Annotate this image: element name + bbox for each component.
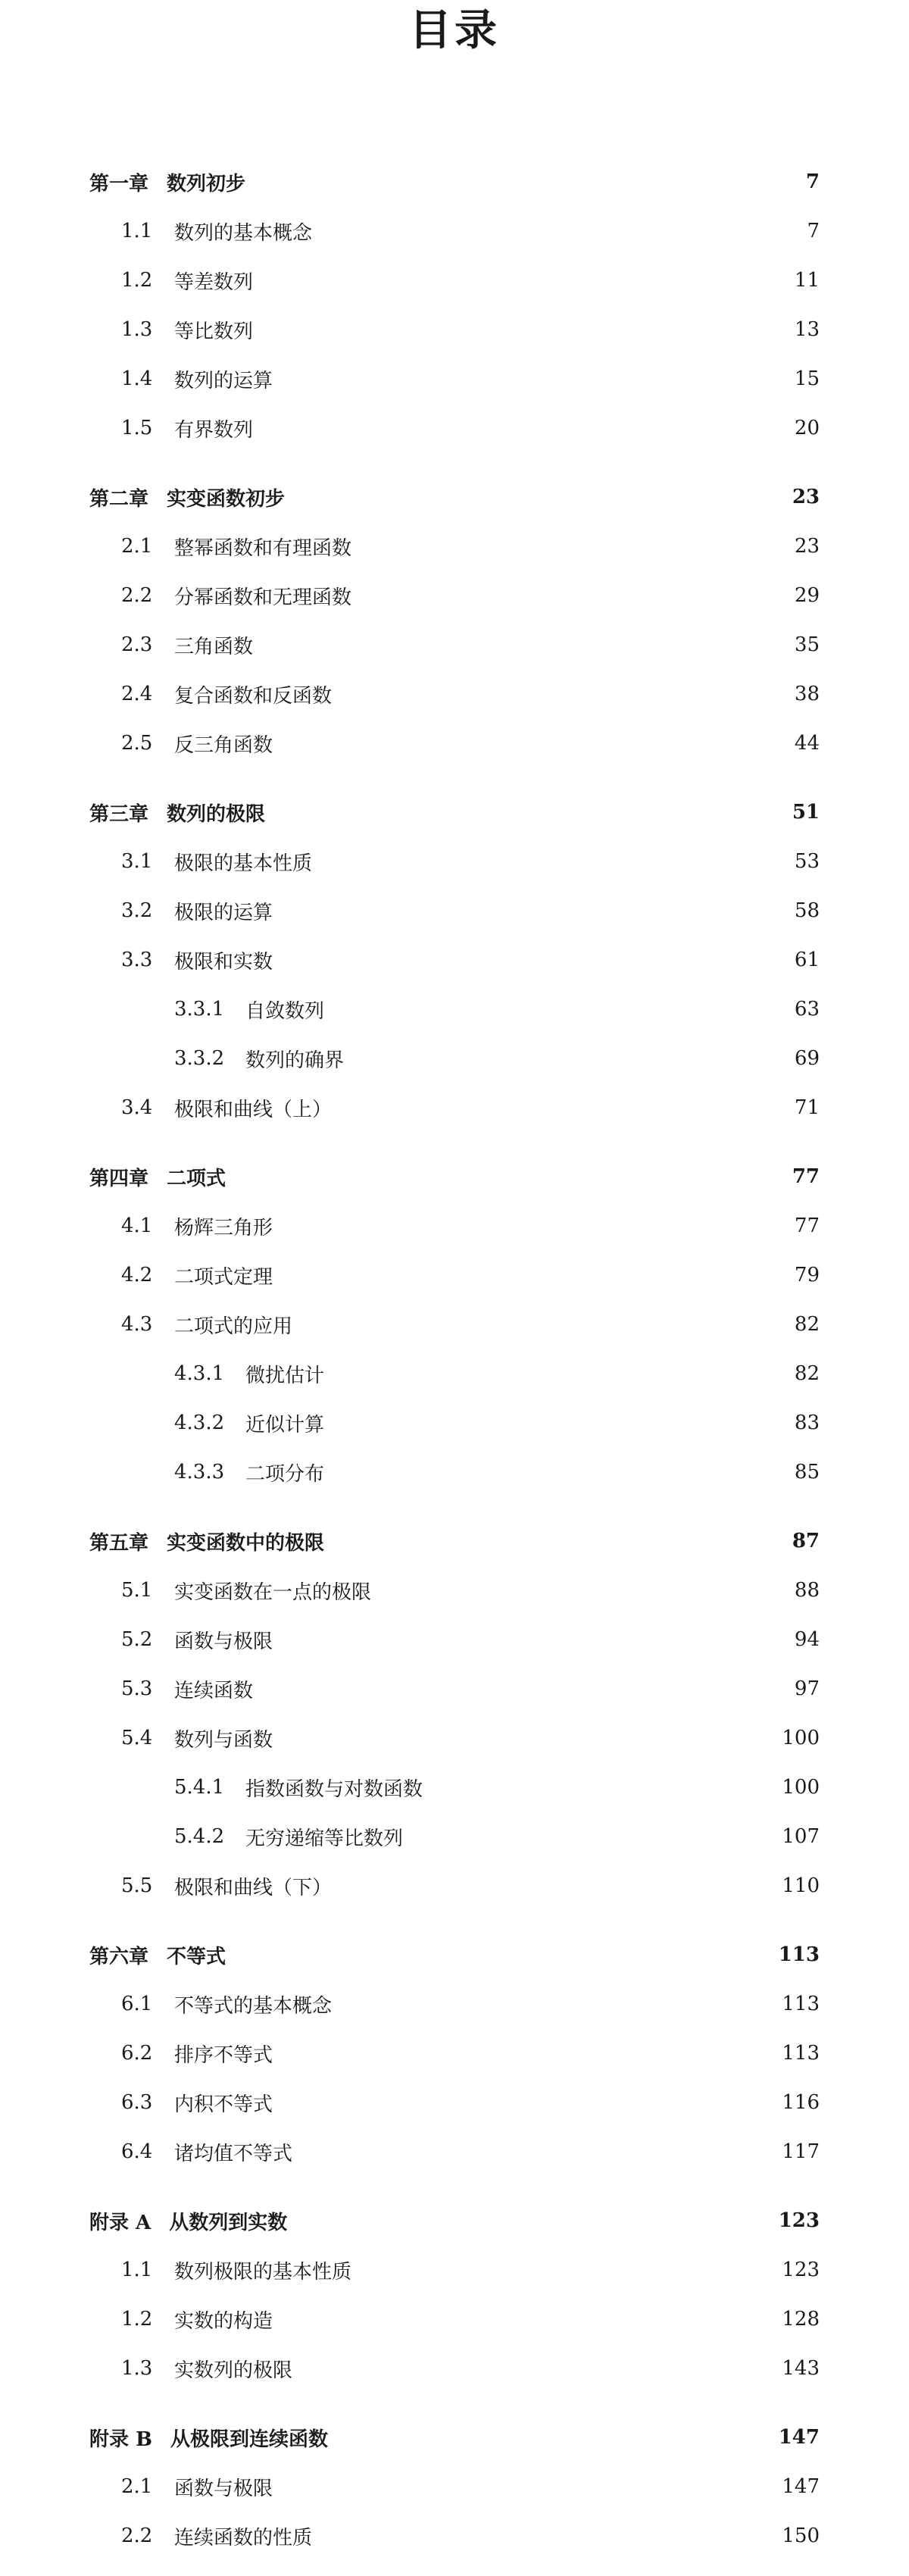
toc-page-number: 113: [778, 1943, 820, 1966]
toc-page-number: 110: [782, 1874, 820, 1897]
toc-page-number: 147: [782, 2475, 820, 2498]
toc-section: [89, 1672, 820, 1705]
toc-page-number: 35: [794, 633, 820, 656]
toc-entry-title: 函数与极限: [174, 1630, 273, 1653]
toc-entry-number: 2.3: [121, 633, 153, 656]
toc-entry-title: 极限和曲线（下）: [174, 1876, 333, 1899]
toc-page-number: 61: [794, 949, 820, 971]
toc-section: [89, 1091, 820, 1124]
toc-entry-title: 数列与函数: [174, 1728, 273, 1752]
toc-entry-number: 附录 A: [89, 2211, 152, 2234]
toc-entry-title: 反三角函数: [174, 733, 273, 757]
toc-entry-number: 6.2: [121, 2042, 153, 2065]
toc-dot-leader: [338, 1091, 789, 1124]
toc-section: [89, 1308, 820, 1341]
toc-page-number: 85: [794, 1461, 820, 1483]
toc-entry-number: 1.4: [121, 367, 153, 390]
toc-entry-title: 连续函数: [174, 1679, 254, 1702]
toc-subsection: [89, 1820, 820, 1853]
toc-entry-title: 数列的确界: [245, 1049, 345, 1072]
toc-entry-number: 3.2: [121, 899, 153, 922]
toc-section: [89, 1987, 820, 2021]
toc-dot-leader: [279, 727, 789, 760]
toc-page-number: 97: [794, 1677, 820, 1700]
toc-entry-title: 极限的运算: [174, 901, 273, 924]
toc-dot-leader: [298, 2135, 776, 2168]
toc-section: [89, 628, 820, 661]
toc-dot-leader: [279, 1209, 789, 1243]
toc-entry-title: 实变函数初步: [167, 487, 286, 511]
toc-section: [89, 1258, 820, 1292]
toc-entry-title: 二项式的应用: [174, 1315, 293, 1338]
toc-page-number: 79: [794, 1264, 820, 1286]
toc-entry-title: 从数列到实数: [169, 2211, 288, 2234]
toc-page-number: 51: [792, 801, 820, 824]
toc-entry-number: 2.2: [121, 584, 153, 607]
toc-page-number: 123: [778, 2209, 820, 2232]
toc-section: [89, 894, 820, 927]
toc-dot-leader: [358, 2253, 776, 2287]
toc-chapter: [89, 2204, 820, 2237]
toc-page-number: 117: [782, 2140, 820, 2163]
toc-entry-number: 5.4.1: [174, 1776, 225, 1799]
toc-entry-number: 1.2: [121, 2308, 153, 2331]
toc-page-number: 44: [794, 732, 820, 755]
toc-section: [89, 845, 820, 878]
toc-page-number: 87: [792, 1530, 820, 1552]
toc-section: [89, 1623, 820, 1656]
toc-page-number: 38: [794, 683, 820, 705]
toc-entry-number: 4.1: [121, 1215, 153, 1237]
toc-entry-number: 1.3: [121, 2357, 153, 2380]
toc-section: [89, 2302, 820, 2336]
toc-entry-title: 实数的构造: [174, 2309, 273, 2333]
toc-section: [89, 677, 820, 711]
toc-entry-title: 复合函数和反函数: [174, 684, 333, 708]
toc-dot-leader: [279, 362, 789, 395]
toc-entry-title: 内积不等式: [174, 2093, 273, 2116]
toc-dot-leader: [259, 313, 789, 346]
toc-section: [89, 1721, 820, 1755]
toc-page-number: 77: [792, 1165, 820, 1188]
toc-section: [89, 2470, 820, 2503]
toc-entry-title: 杨辉三角形: [174, 1216, 273, 1240]
toc-entry-number: 5.3: [121, 1677, 153, 1700]
toc-page-number: 7: [807, 220, 820, 242]
toc-entry-title: 连续函数的性质: [174, 2526, 313, 2549]
toc-entry-number: 1.1: [121, 220, 153, 242]
toc-section: [89, 943, 820, 977]
toc-page-number: 113: [782, 2042, 820, 2065]
toc-section: [89, 214, 820, 248]
toc-entry-number: 6.4: [121, 2140, 153, 2163]
toc-entry-title: 三角函数: [174, 635, 254, 658]
toc-entry-number: 5.4.2: [174, 1825, 225, 1848]
toc-dot-leader: [338, 1869, 776, 1902]
toc-entry-number: 3.3: [121, 949, 153, 971]
toc-entry-number: 第三章: [89, 802, 149, 826]
toc-entry-title: 微扰估计: [245, 1364, 325, 1387]
toc-dot-leader: [330, 1455, 789, 1489]
toc-entry-number: 3.4: [121, 1096, 153, 1119]
toc-page-number: 11: [794, 269, 820, 292]
toc-page-number: 13: [794, 318, 820, 341]
toc-dot-leader: [318, 214, 801, 248]
toc-entry-title: 自敛数列: [245, 999, 325, 1023]
toc-chapter: [89, 165, 820, 199]
toc-page-number: 58: [794, 899, 820, 922]
toc-page-number: 100: [782, 1727, 820, 1749]
toc-entry-title: 等差数列: [174, 270, 254, 294]
toc-entry-number: 第一章: [89, 172, 149, 195]
toc-page-number: 113: [782, 1993, 820, 2015]
toc-entry-number: 第五章: [89, 1531, 149, 1555]
toc-page-number: 147: [778, 2426, 820, 2449]
toc-entry-title: 数列的运算: [174, 369, 273, 392]
toc-dot-leader: [338, 677, 789, 711]
toc-page-number: 116: [782, 2091, 820, 2114]
toc-entry-number: 4.2: [121, 1264, 153, 1286]
toc-page-number: 150: [782, 2524, 820, 2547]
toc-entry-title: 数列的极限: [167, 802, 266, 826]
toc-entry-title: 数列极限的基本性质: [174, 2260, 352, 2284]
toc-dot-leader: [330, 1406, 789, 1440]
toc-dot-leader: [338, 1987, 776, 2021]
toc-page-number: 143: [782, 2357, 820, 2380]
toc-subsection: [89, 1771, 820, 1804]
toc-chapter: [89, 796, 820, 829]
toc-section: [89, 530, 820, 563]
toc-dot-leader: [259, 411, 789, 445]
toc-dot-leader: [279, 1258, 789, 1292]
toc-dot-leader: [279, 2037, 776, 2070]
toc-dot-leader: [279, 1721, 776, 1755]
toc-page-number: 100: [782, 1776, 820, 1799]
toc-section: [89, 2519, 820, 2553]
toc-entry-number: 5.1: [121, 1579, 153, 1602]
toc-entry-number: 第六章: [89, 1945, 149, 1968]
toc-entry-title: 从极限到连续函数: [170, 2428, 329, 2451]
toc-dot-leader: [429, 1771, 776, 1804]
toc-dot-leader: [330, 1357, 789, 1390]
toc-entry-number: 1.3: [121, 318, 153, 341]
toc-section: [89, 411, 820, 445]
toc-section: [89, 2352, 820, 2385]
toc-chapter: [89, 1160, 820, 1193]
toc-chapter: [89, 480, 820, 514]
toc-section: [89, 1209, 820, 1243]
toc-section: [89, 313, 820, 346]
toc-dot-leader: [409, 1820, 776, 1853]
page-title: 目录: [409, 5, 500, 55]
toc-entry-number: 5.2: [121, 1628, 153, 1651]
toc-dot-leader: [350, 1042, 789, 1075]
toc-entry-number: 2.1: [121, 2475, 153, 2498]
toc-entry-title: 极限的基本性质: [174, 852, 313, 875]
toc-section: [89, 1574, 820, 1607]
toc-entry-title: 指数函数与对数函数: [245, 1777, 423, 1801]
toc-dot-leader: [279, 2470, 776, 2503]
toc-dot-leader: [330, 993, 789, 1026]
toc-section: [89, 2086, 820, 2119]
toc-section: [89, 727, 820, 760]
toc-entry-number: 2.4: [121, 683, 153, 705]
toc-page-number: 20: [794, 417, 820, 439]
toc-page-number: 71: [794, 1096, 820, 1119]
toc-page-number: 94: [794, 1628, 820, 1651]
toc-entry-title: 二项式定理: [174, 1265, 273, 1289]
toc-page-number: 23: [792, 486, 820, 508]
toc-entry-title: 数列的基本概念: [174, 221, 313, 245]
toc-dot-leader: [279, 1623, 789, 1656]
toc-subsection: [89, 993, 820, 1026]
toc-entry-title: 不等式的基本概念: [174, 1994, 333, 2018]
toc-page-number: 123: [782, 2259, 820, 2281]
toc-section: [89, 362, 820, 395]
toc-dot-leader: [358, 530, 789, 563]
toc-entry-number: 2.1: [121, 535, 153, 558]
toc-entry-number: 第四章: [89, 1167, 149, 1190]
toc-entry-number: 1.5: [121, 417, 153, 439]
toc-page-number: 83: [794, 1411, 820, 1434]
toc-chapter: [89, 1524, 820, 1558]
toc-entry-title: 有界数列: [174, 418, 254, 442]
toc-page-number: 82: [794, 1313, 820, 1336]
toc-entry-title: 近似计算: [245, 1413, 325, 1436]
toc-subsection: [89, 1357, 820, 1390]
toc-entry-title: 数列初步: [167, 172, 246, 195]
toc-entry-number: 4.3.1: [174, 1362, 225, 1385]
toc-entry-number: 5.4: [121, 1727, 153, 1749]
toc-subsection: [89, 1406, 820, 1440]
toc-subsection: [89, 1042, 820, 1075]
toc-entry-title: 二项式: [167, 1167, 226, 1190]
toc-section: [89, 579, 820, 612]
toc-entry-number: 2.2: [121, 2524, 153, 2547]
toc-entry-number: 第二章: [89, 487, 149, 511]
toc-page-number: 82: [794, 1362, 820, 1385]
toc-entry-title: 实数列的极限: [174, 2359, 293, 2382]
toc-page-number: 53: [794, 850, 820, 873]
toc-entry-number: 4.3.2: [174, 1411, 225, 1434]
toc-page-number: 7: [805, 170, 820, 193]
toc-entry-title: 排序不等式: [174, 2043, 273, 2067]
toc-entry-number: 6.3: [121, 2091, 153, 2114]
toc-dot-leader: [358, 579, 789, 612]
toc-dot-leader: [279, 943, 789, 977]
toc-dot-leader: [279, 2302, 776, 2336]
toc-page-number: 128: [782, 2308, 820, 2331]
toc-dot-leader: [259, 1672, 789, 1705]
toc-entry-title: 无穷递缩等比数列: [245, 1827, 404, 1850]
toc-chapter: [89, 2421, 820, 2454]
toc-dot-leader: [298, 2352, 776, 2385]
toc-entry-number: 4.3.3: [174, 1461, 225, 1483]
toc-dot-leader: [318, 845, 789, 878]
toc-entry-title: 整幂函数和有理函数: [174, 536, 352, 560]
toc-entry-number: 3.3.2: [174, 1047, 225, 1070]
toc-entry-title: 分幂函数和无理函数: [174, 586, 352, 609]
toc-dot-leader: [318, 2519, 776, 2553]
toc-entry-title: 不等式: [167, 1945, 226, 1968]
toc-entry-number: 6.1: [121, 1993, 153, 2015]
toc-entry-title: 二项分布: [245, 1462, 325, 1486]
toc-dot-leader: [279, 894, 789, 927]
toc-entry-number: 2.5: [121, 732, 153, 755]
toc-page-number: 23: [794, 535, 820, 558]
toc-entry-title: 极限和曲线（上）: [174, 1098, 333, 1121]
toc-dot-leader: [377, 1574, 789, 1607]
toc-dot-leader: [259, 628, 789, 661]
toc-chapter: [89, 1938, 820, 1971]
toc-section: [89, 2253, 820, 2287]
toc-page-number: 88: [794, 1579, 820, 1602]
toc-entry-title: 函数与极限: [174, 2477, 273, 2500]
toc-entry-number: 1.1: [121, 2259, 153, 2281]
toc-entry-title: 等比数列: [174, 320, 254, 343]
toc-entry-number: 3.1: [121, 850, 153, 873]
toc-page-number: 107: [782, 1825, 820, 1848]
toc-subsection: [89, 1455, 820, 1489]
toc-entry-title: 诸均值不等式: [174, 2142, 293, 2165]
toc-section: [89, 264, 820, 297]
toc-dot-leader: [279, 2086, 776, 2119]
toc-entry-number: 1.2: [121, 269, 153, 292]
toc-entry-number: 5.5: [121, 1874, 153, 1897]
toc-entry-title: 实变函数在一点的极限: [174, 1580, 372, 1604]
toc-section: [89, 1869, 820, 1902]
toc-entry-number: 4.3: [121, 1313, 153, 1336]
toc-page-number: 77: [794, 1215, 820, 1237]
toc-section: [89, 2135, 820, 2168]
toc-page-number: 69: [794, 1047, 820, 1070]
toc-entry-number: 3.3.1: [174, 998, 225, 1021]
toc-dot-leader: [259, 264, 789, 297]
toc-page-number: 15: [794, 367, 820, 390]
toc-entry-title: 极限和实数: [174, 950, 273, 974]
toc-dot-leader: [298, 1308, 789, 1341]
toc-entry-title: 实变函数中的极限: [167, 1531, 325, 1555]
toc-entry-number: 附录 B: [89, 2428, 153, 2451]
toc-page-number: 63: [794, 998, 820, 1021]
toc-section: [89, 2037, 820, 2070]
toc-page-number: 29: [794, 584, 820, 607]
